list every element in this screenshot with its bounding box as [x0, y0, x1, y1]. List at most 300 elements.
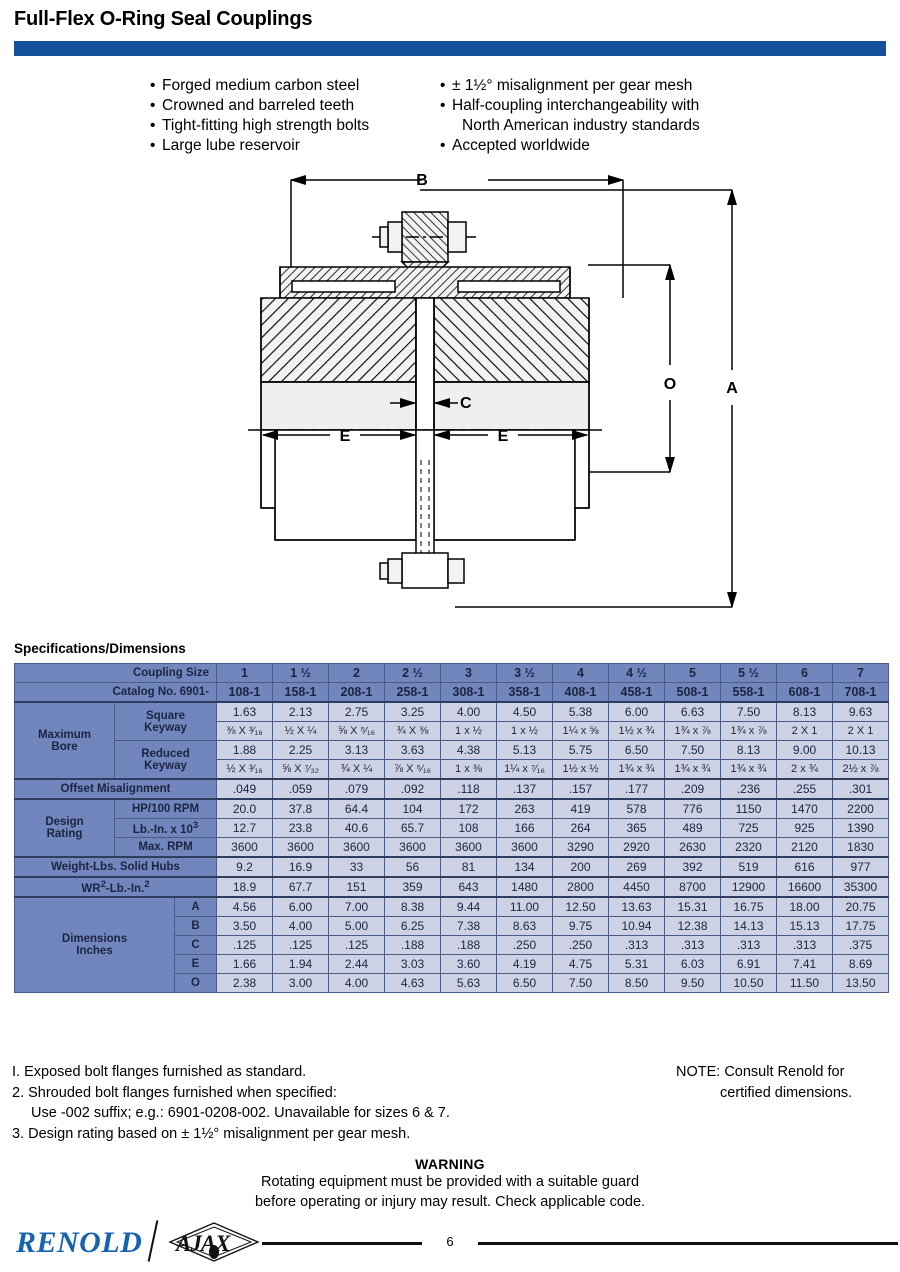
cell: 489	[665, 819, 721, 838]
cell: .188	[441, 936, 497, 955]
table-row-hp-per-100-rpm	[15, 799, 889, 819]
feature-text: North American industry standards	[462, 117, 700, 134]
header-accent-rule	[14, 41, 886, 56]
footnote-3: 3. Design rating based on ± 1½° misalignment per gear mesh.	[12, 1125, 411, 1142]
cell: 508-1	[665, 683, 721, 703]
footnote-2: 2. Shrouded bolt flanges furnished when specified:	[12, 1084, 337, 1101]
group-label-line1: Dimensions	[61, 933, 128, 945]
cell: 6.50	[609, 741, 665, 760]
cell: 3	[441, 664, 497, 683]
sub-label-reduced-keyway	[115, 741, 217, 780]
cell: ½ X ³⁄₁₆	[217, 760, 273, 780]
cell: 3.63	[385, 741, 441, 760]
cell: 2 ½	[385, 664, 441, 683]
table-row-reduced-keyway-bore	[15, 741, 889, 760]
cell: 10.13	[833, 741, 889, 760]
cell: 2 x ¾	[777, 760, 833, 780]
cell: ⅞ X ⁵⁄₁₆	[385, 760, 441, 780]
sub-label-line2: Keyway	[144, 721, 187, 734]
cell: 1830	[833, 838, 889, 858]
cell: 1.88	[217, 741, 273, 760]
cell: .236	[721, 779, 777, 799]
bullet-icon: •	[440, 97, 446, 114]
list-item	[150, 96, 440, 116]
cell: 4.38	[441, 741, 497, 760]
cell: 158-1	[273, 683, 329, 703]
wr2-text-b: -Lb.-In.	[105, 882, 145, 895]
cell: 12900	[721, 877, 777, 897]
cell: 8.13	[721, 741, 777, 760]
list-item	[150, 76, 440, 96]
cell: 5 ½	[721, 664, 777, 683]
cell: 1390	[833, 819, 889, 838]
table-row-square-keyway-bore	[15, 702, 889, 722]
feature-text: Crowned and barreled teeth	[162, 97, 355, 114]
cell: 108-1	[217, 683, 273, 703]
cell: 8.69	[833, 955, 889, 974]
cell: .157	[553, 779, 609, 799]
cell: 1.63	[217, 702, 273, 722]
cell: 1½ x ¾	[609, 722, 665, 741]
table-row-lb-in-x-1000	[15, 819, 889, 838]
row-label: Coupling Size	[15, 664, 217, 683]
feature-list	[150, 76, 880, 156]
cell: 3600	[273, 838, 329, 858]
bullet-icon: •	[150, 137, 156, 154]
cell: 9.2	[217, 857, 273, 877]
cell: 365	[609, 819, 665, 838]
wr2-exponent-2: 2	[144, 879, 150, 891]
cell: 977	[833, 857, 889, 877]
cell: 6	[777, 664, 833, 683]
footnotes	[12, 1062, 632, 1144]
cell: 18.00	[777, 897, 833, 917]
row-label-wr2	[15, 877, 217, 897]
cell: 11.00	[497, 897, 553, 917]
coupling-cross-section-drawing	[230, 165, 760, 635]
cell: 4	[553, 664, 609, 683]
cell: 166	[497, 819, 553, 838]
cell: 4.19	[497, 955, 553, 974]
cell: .118	[441, 779, 497, 799]
cell: 616	[777, 857, 833, 877]
cell: 1¼ x ⁷⁄₁₆	[497, 760, 553, 780]
cell: 3600	[385, 838, 441, 858]
cell: 925	[777, 819, 833, 838]
cell: 14.13	[721, 917, 777, 936]
table-row-dimension-a	[15, 897, 889, 917]
cell: 8.13	[777, 702, 833, 722]
specifications-table	[14, 663, 889, 993]
wr2-text-a: WR	[81, 882, 101, 895]
dimension-letter: B	[175, 917, 217, 936]
row-label: Catalog No. 6901-	[15, 683, 217, 703]
cell: 2.44	[329, 955, 385, 974]
cell: 1¾ x ¾	[609, 760, 665, 780]
renold-logo: RENOLD	[16, 1226, 143, 1259]
cell: 269	[609, 857, 665, 877]
cell: .255	[777, 779, 833, 799]
cell: 81	[441, 857, 497, 877]
cell: 3600	[329, 838, 385, 858]
dimension-label-e-left: E	[339, 428, 351, 445]
cell: 5.63	[441, 974, 497, 993]
cell: 17.75	[833, 917, 889, 936]
cell: 16600	[777, 877, 833, 897]
cell: 1150	[721, 799, 777, 819]
cell: .313	[721, 936, 777, 955]
footnote-1: I. Exposed bolt flanges furnished as standard.	[12, 1064, 307, 1080]
cell: 18.9	[217, 877, 273, 897]
page-footer	[0, 1218, 900, 1272]
cell: 9.63	[833, 702, 889, 722]
group-label-maximum-bore	[15, 702, 115, 779]
cell: 264	[553, 819, 609, 838]
cell: 5.31	[609, 955, 665, 974]
cell: 708-1	[833, 683, 889, 703]
group-label-dimensions-inches	[15, 897, 175, 993]
cell: ½ X ¼	[273, 722, 329, 741]
cell: 643	[441, 877, 497, 897]
cell: 519	[721, 857, 777, 877]
cell: ⅝ X ⁷⁄₃₂	[273, 760, 329, 780]
cell: .313	[777, 936, 833, 955]
cell: 4.75	[553, 955, 609, 974]
list-item	[440, 76, 860, 96]
cell: 9.50	[665, 974, 721, 993]
cell: 37.8	[273, 799, 329, 819]
cell: .125	[329, 936, 385, 955]
dimension-label-c: C	[460, 395, 472, 412]
cell: 9.44	[441, 897, 497, 917]
table-row-wr2	[15, 877, 889, 897]
list-item	[440, 136, 860, 156]
cell: 725	[721, 819, 777, 838]
cell: 7.00	[329, 897, 385, 917]
cell: ¾ X ⅜	[385, 722, 441, 741]
cell: 1¾ x ¾	[665, 760, 721, 780]
cell: 392	[665, 857, 721, 877]
cell: 8.50	[609, 974, 665, 993]
cell: 7.50	[553, 974, 609, 993]
cell: 359	[385, 877, 441, 897]
cell: 1 x ½	[497, 722, 553, 741]
cell: 108	[441, 819, 497, 838]
coupling-drawing-svg	[230, 165, 760, 635]
cell: 6.91	[721, 955, 777, 974]
cell: 2 X 1	[777, 722, 833, 741]
cell: 172	[441, 799, 497, 819]
cell: 2.25	[273, 741, 329, 760]
cell: 15.13	[777, 917, 833, 936]
cell: 12.50	[553, 897, 609, 917]
cell: 7	[833, 664, 889, 683]
cell: 4.56	[217, 897, 273, 917]
cell: 12.7	[217, 819, 273, 838]
table-row-offset-misalignment	[15, 779, 889, 799]
feature-text: Accepted worldwide	[452, 137, 590, 154]
cell: 2920	[609, 838, 665, 858]
cell: .313	[609, 936, 665, 955]
warning-line-2: before operating or injury may result. Check applicable code.	[254, 1194, 646, 1210]
cell: 8700	[665, 877, 721, 897]
cell: .137	[497, 779, 553, 799]
cell: .188	[385, 936, 441, 955]
cell: 20.0	[217, 799, 273, 819]
bullet-icon: •	[150, 97, 156, 114]
group-label-line1: Design	[45, 816, 84, 828]
cell: 10.94	[609, 917, 665, 936]
cell: 56	[385, 857, 441, 877]
sub-label-line2: Keyway	[144, 759, 187, 772]
cell: 33	[329, 857, 385, 877]
spec-table-body	[15, 664, 889, 993]
dimension-label-b: B	[416, 172, 428, 189]
cell: 3600	[497, 838, 553, 858]
page-number: 6	[446, 1234, 454, 1249]
cell: 104	[385, 799, 441, 819]
sub-label-hp: HP/100 RPM	[115, 799, 217, 819]
cell: .125	[217, 936, 273, 955]
feature-column-right	[440, 76, 860, 156]
cell: 23.8	[273, 819, 329, 838]
cell: 5	[665, 664, 721, 683]
cell: 8.38	[385, 897, 441, 917]
sub-label-exponent: 3	[192, 820, 199, 832]
sub-label-line1: Reduced	[141, 747, 190, 760]
cell: ⅜ X ³⁄₁₆	[217, 722, 273, 741]
cell: 3.50	[217, 917, 273, 936]
cell: 6.50	[497, 974, 553, 993]
cell: 4.63	[385, 974, 441, 993]
dimension-label-a: A	[726, 380, 738, 397]
sub-label-square-keyway	[115, 702, 217, 741]
cell: 3600	[217, 838, 273, 858]
list-item	[150, 136, 440, 156]
dimension-letter: A	[175, 897, 217, 917]
cell: .209	[665, 779, 721, 799]
cell: .301	[833, 779, 889, 799]
dimension-letter: E	[175, 955, 217, 974]
cell: .125	[273, 936, 329, 955]
note-consult-renold	[676, 1062, 852, 1103]
cell: 4450	[609, 877, 665, 897]
cell: 2.38	[217, 974, 273, 993]
feature-text: Large lube reservoir	[162, 137, 300, 154]
cell: 16.75	[721, 897, 777, 917]
cell: 9.00	[777, 741, 833, 760]
cell: 5.00	[329, 917, 385, 936]
group-label-line2: Rating	[46, 828, 83, 840]
cell: 5.38	[553, 702, 609, 722]
cell: 15.31	[665, 897, 721, 917]
cell: 2320	[721, 838, 777, 858]
sub-label-max-rpm: Max. RPM	[115, 838, 217, 858]
cell: 7.50	[665, 741, 721, 760]
cell: 2200	[833, 799, 889, 819]
table-row-catalog-number	[15, 683, 889, 703]
group-label-line2: Inches	[76, 945, 113, 957]
cell: 4.00	[273, 917, 329, 936]
cell: 1480	[497, 877, 553, 897]
dimension-label-e-right: E	[497, 428, 509, 445]
list-item-continuation	[440, 116, 860, 136]
row-label: Weight-Lbs. Solid Hubs	[15, 857, 217, 877]
note-line-2: certified dimensions.	[720, 1084, 853, 1101]
cell: 7.38	[441, 917, 497, 936]
bullet-icon: •	[440, 77, 446, 94]
cell: 2800	[553, 877, 609, 897]
bullet-icon: •	[440, 137, 446, 154]
dimension-label-o: O	[663, 376, 677, 393]
cell: 8.63	[497, 917, 553, 936]
wr2-exponent-1: 2	[100, 879, 106, 891]
row-label: Offset Misalignment	[15, 779, 217, 799]
list-item	[150, 116, 440, 136]
cell: 419	[553, 799, 609, 819]
cell: 3.60	[441, 955, 497, 974]
cell: 2½ x ⅞	[833, 760, 889, 780]
cell: 1.66	[217, 955, 273, 974]
cell: 1	[217, 664, 273, 683]
group-label-line1: Maximum	[37, 728, 92, 741]
cell: 1 ½	[273, 664, 329, 683]
feature-text: ± 1½° misalignment per gear mesh	[452, 77, 693, 94]
sub-label-lb-in	[115, 819, 217, 838]
cell: 35300	[833, 877, 889, 897]
cell: 458-1	[609, 683, 665, 703]
cell: 64.4	[329, 799, 385, 819]
cell: 3.25	[385, 702, 441, 722]
cell: 358-1	[497, 683, 553, 703]
cell: 1470	[777, 799, 833, 819]
note-line-1: NOTE: Consult Renold for	[676, 1064, 845, 1080]
cell: 3290	[553, 838, 609, 858]
ajax-wordmark: AJAX	[176, 1231, 230, 1256]
cell: .059	[273, 779, 329, 799]
cell: 1¾ x ¾	[721, 760, 777, 780]
cell: .177	[609, 779, 665, 799]
cell: 6.03	[665, 955, 721, 974]
cell: 2.75	[329, 702, 385, 722]
feature-text: Forged medium carbon steel	[162, 77, 360, 94]
table-row-max-rpm	[15, 838, 889, 858]
cell: 208-1	[329, 683, 385, 703]
cell: 408-1	[553, 683, 609, 703]
table-row-coupling-size	[15, 664, 889, 683]
cell: 1.94	[273, 955, 329, 974]
cell: 5.75	[553, 741, 609, 760]
table-row-weight-solid-hubs	[15, 857, 889, 877]
cell: .375	[833, 936, 889, 955]
cell: 308-1	[441, 683, 497, 703]
cell: 200	[553, 857, 609, 877]
footnote-2-continuation: Use -002 suffix; e.g.: 6901-0208-002. Unavailable for sizes 6 & 7.	[31, 1105, 450, 1121]
cell: 7.41	[777, 955, 833, 974]
cell: 6.00	[273, 897, 329, 917]
cell: 6.00	[609, 702, 665, 722]
feature-text: Tight-fitting high strength bolts	[162, 117, 370, 134]
cell: 1 x ⅜	[441, 760, 497, 780]
cell: 1 x ½	[441, 722, 497, 741]
bullet-icon: •	[150, 117, 156, 134]
group-label-line2: Bore	[51, 740, 78, 753]
dimension-letter: O	[175, 974, 217, 993]
cell: ¾ X ¼	[329, 760, 385, 780]
cell: 13.63	[609, 897, 665, 917]
warning-block	[0, 1156, 900, 1212]
cell: 1¾ x ⅞	[721, 722, 777, 741]
cell: .313	[665, 936, 721, 955]
cell: 7.50	[721, 702, 777, 722]
cell: 40.6	[329, 819, 385, 838]
cell: 11.50	[777, 974, 833, 993]
cell: .250	[497, 936, 553, 955]
cell: 65.7	[385, 819, 441, 838]
spec-table-heading: Specifications/Dimensions	[14, 641, 186, 656]
cell: 1¾ x ⅞	[665, 722, 721, 741]
cell: .250	[553, 936, 609, 955]
cell: 3.13	[329, 741, 385, 760]
cell: 67.7	[273, 877, 329, 897]
warning-title: WARNING	[415, 1156, 485, 1172]
cell: 608-1	[777, 683, 833, 703]
cell: 4 ½	[609, 664, 665, 683]
cell: 13.50	[833, 974, 889, 993]
feature-text: Half-coupling interchangeability with	[452, 97, 700, 114]
cell: 10.50	[721, 974, 777, 993]
cell: 258-1	[385, 683, 441, 703]
cell: 2120	[777, 838, 833, 858]
cell: 2 X 1	[833, 722, 889, 741]
cell: 3600	[441, 838, 497, 858]
cell: 4.50	[497, 702, 553, 722]
cell: 5.13	[497, 741, 553, 760]
cell: 4.00	[441, 702, 497, 722]
cell: 12.38	[665, 917, 721, 936]
cell: 263	[497, 799, 553, 819]
cell: 3.03	[385, 955, 441, 974]
cell: 2.13	[273, 702, 329, 722]
cell: 578	[609, 799, 665, 819]
cell: 3 ½	[497, 664, 553, 683]
cell: 776	[665, 799, 721, 819]
cell: 134	[497, 857, 553, 877]
bullet-icon: •	[150, 77, 156, 94]
feature-column-left	[150, 76, 440, 156]
page-title: Full-Flex O-Ring Seal Couplings	[14, 8, 313, 30]
dimension-letter: C	[175, 936, 217, 955]
cell: 151	[329, 877, 385, 897]
cell: 3.00	[273, 974, 329, 993]
sub-label-text: Lb.-In. x 10	[132, 823, 193, 836]
cell: 1¼ x ⅝	[553, 722, 609, 741]
cell: 4.00	[329, 974, 385, 993]
cell: 558-1	[721, 683, 777, 703]
cell: 1½ x ½	[553, 760, 609, 780]
cell: 6.63	[665, 702, 721, 722]
list-item	[440, 96, 860, 116]
cell: 9.75	[553, 917, 609, 936]
warning-line-1: Rotating equipment must be provided with a suitable guard	[260, 1174, 640, 1190]
cell: .049	[217, 779, 273, 799]
cell: 6.25	[385, 917, 441, 936]
group-label-design-rating	[15, 799, 115, 857]
cell: 2630	[665, 838, 721, 858]
sub-label-line1: Square	[146, 709, 185, 722]
cell: ⅝ X ⁵⁄₁₆	[329, 722, 385, 741]
cell: .092	[385, 779, 441, 799]
